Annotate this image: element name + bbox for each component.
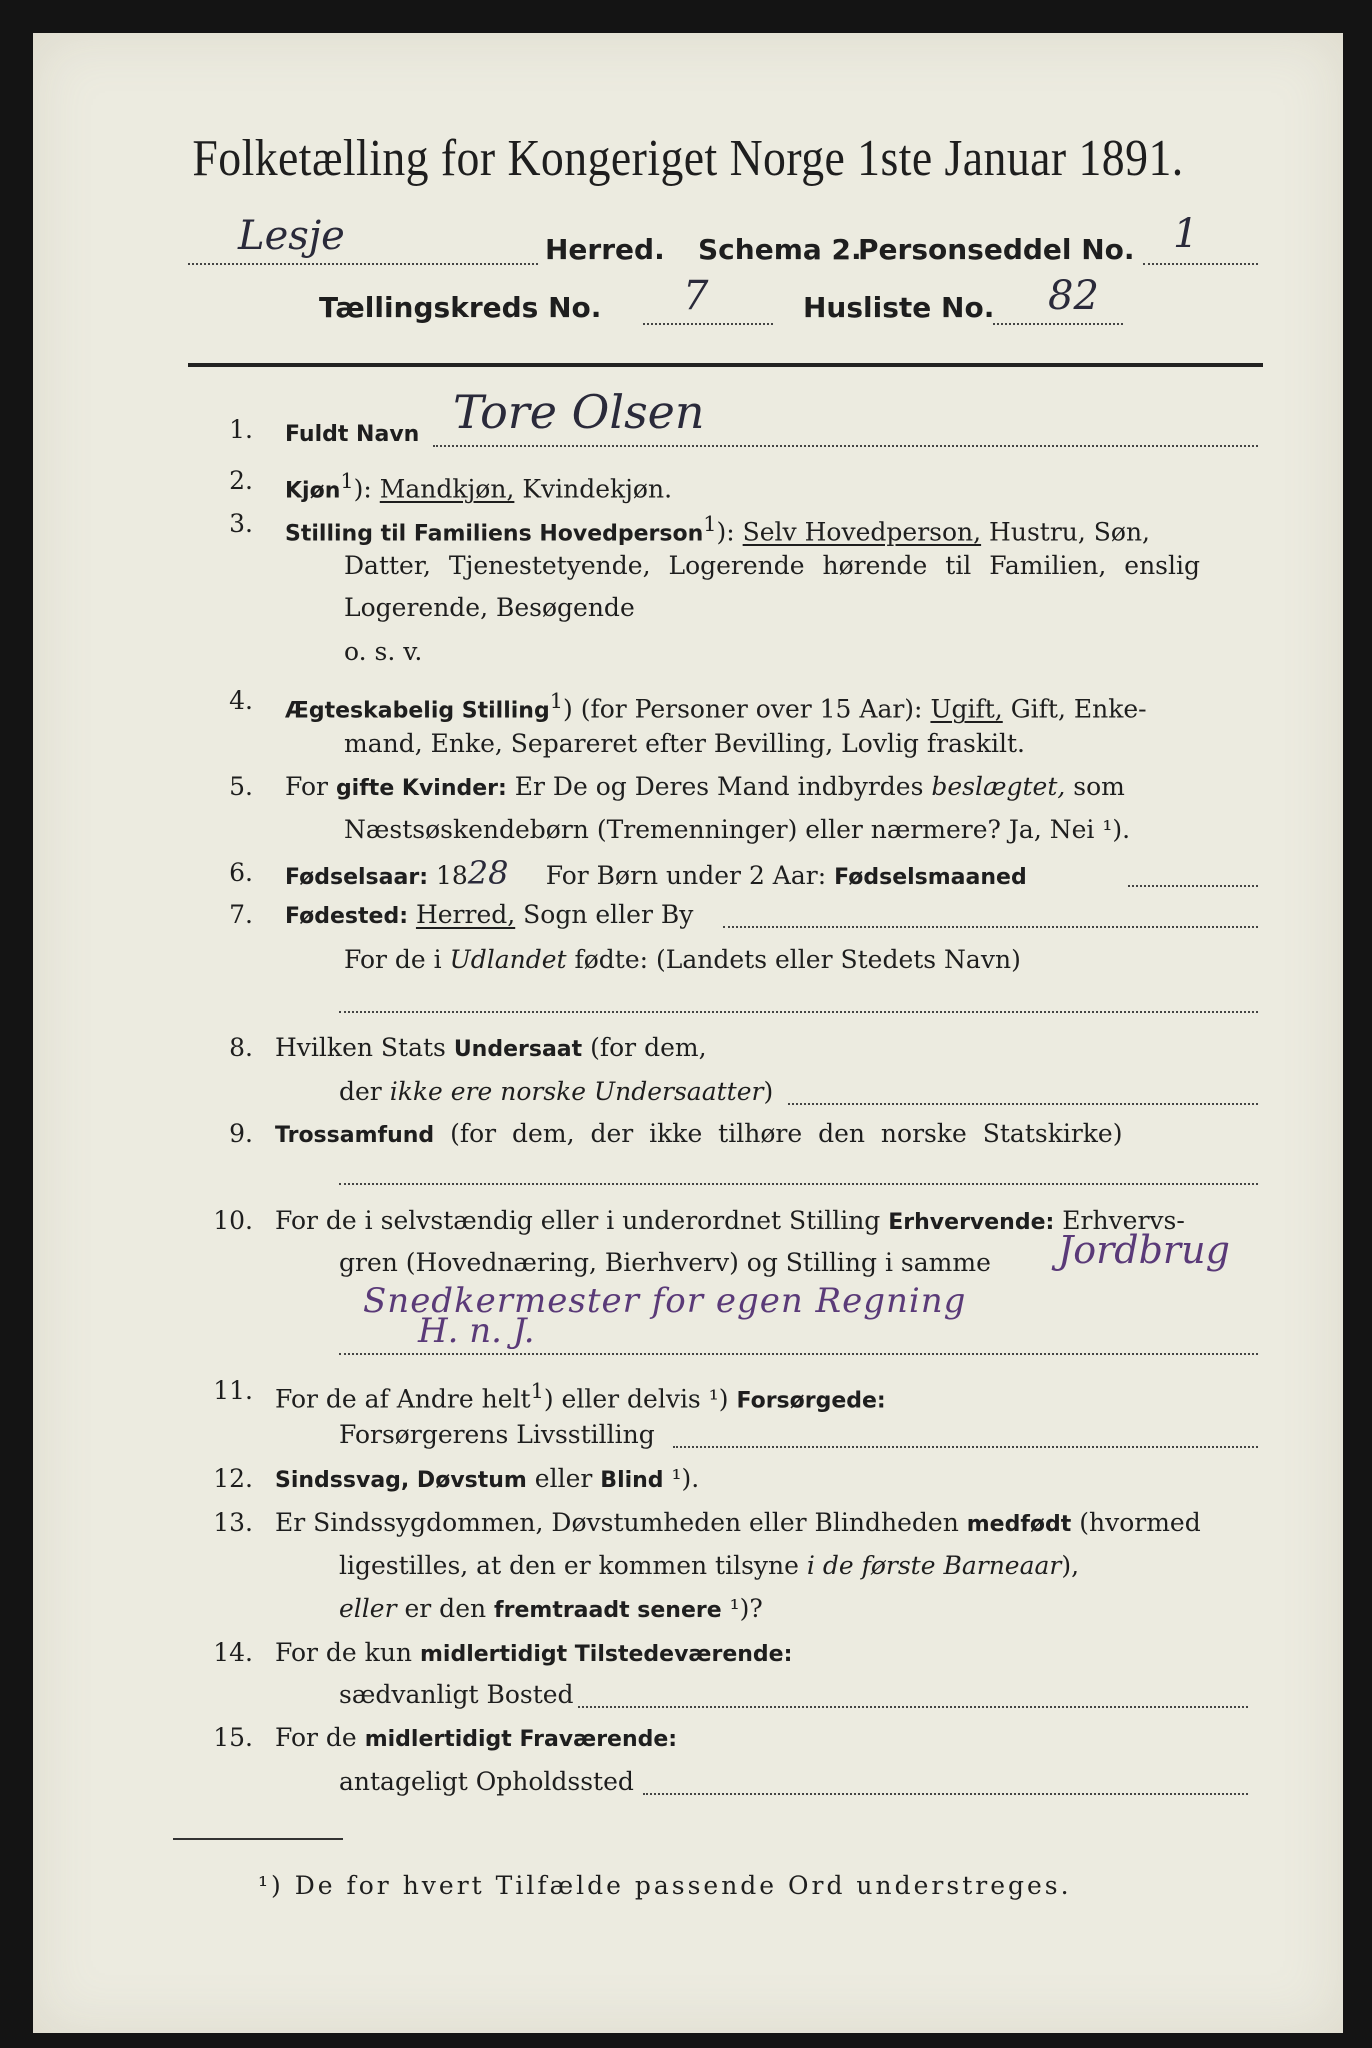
q11-line2: Forsørgerens Livsstilling xyxy=(339,1420,655,1449)
q15-row xyxy=(275,1723,677,1755)
q3-text: ): xyxy=(716,517,743,547)
q11-text-mid: ) eller delvis ¹) xyxy=(543,1384,737,1414)
q13-number: 13. xyxy=(213,1508,253,1537)
q5-label: gifte Kvinder: xyxy=(335,776,507,801)
q13-line3 xyxy=(339,1594,763,1626)
q14-line2: sædvanligt Bosted xyxy=(339,1680,574,1709)
q1-label: Fuldt Navn xyxy=(285,422,420,447)
q5-number: 5. xyxy=(229,772,253,801)
q1-answer: Tore Olsen xyxy=(453,385,705,439)
q9-dotted-line xyxy=(339,1183,1258,1185)
q8-row xyxy=(275,1033,707,1065)
q13-line2 xyxy=(339,1551,1079,1581)
q12-number: 12. xyxy=(213,1464,253,1493)
q7-dotted-line-2 xyxy=(339,1011,1258,1013)
q13-row xyxy=(275,1508,1201,1540)
q6-row xyxy=(285,854,1027,893)
q10-answer-2: Snedkermester for egen Regning xyxy=(363,1281,967,1321)
taellingskreds-dotted-line xyxy=(643,323,773,325)
q7-line2-italic: Udlandet xyxy=(449,945,567,974)
q6-label: Fødselsaar: xyxy=(285,865,428,890)
herred-dotted-line xyxy=(188,263,538,265)
q6-answer-year: 28 xyxy=(467,854,509,892)
q15-label: midlertidigt Fraværende: xyxy=(364,1727,678,1752)
q8-line2-text: der xyxy=(339,1077,390,1106)
q2-text: ): xyxy=(353,474,380,504)
q12-label2: Blind xyxy=(600,1468,664,1493)
q10-answer-3: H. n. J. xyxy=(418,1311,535,1351)
q9-label: Trossamfund xyxy=(275,1123,435,1148)
q3-line4: o. s. v. xyxy=(344,637,423,666)
q2-label: Kjøn xyxy=(285,478,341,504)
husliste-dotted-line xyxy=(993,323,1123,325)
q7-line2-text: For de i xyxy=(344,945,450,974)
q9-row xyxy=(275,1119,1123,1151)
q13-line3-bold: fremtraadt senere xyxy=(494,1598,722,1623)
q3-number: 3. xyxy=(229,509,253,538)
q5-text-end: som xyxy=(1065,772,1125,801)
q2-option-kvindekjon: Kvindekjøn. xyxy=(514,474,673,504)
q7-number: 7. xyxy=(229,900,253,929)
q13-line2-rest: ), xyxy=(1061,1551,1080,1580)
q7-option-selected: Herred, xyxy=(415,900,516,929)
q11-row xyxy=(275,1376,886,1416)
q10-text: For de i selvstændig eller i underordnet Stilling xyxy=(275,1206,889,1235)
q4-text-rest: Gift, Enke- xyxy=(1002,694,1147,724)
q14-label: midlertidigt Tilstedeværende: xyxy=(419,1642,793,1667)
q8-dotted-line xyxy=(788,1103,1258,1105)
q5-italic: beslægtet, xyxy=(931,772,1066,801)
q3-sup: 1 xyxy=(703,512,717,536)
q4-option-selected: Ugift, xyxy=(930,694,1003,724)
q3-line3: Logerende, Besøgende xyxy=(344,593,635,622)
q5-text: For xyxy=(285,772,336,801)
herred-handwritten: Lesje xyxy=(238,213,345,259)
q11-label: Forsørgede: xyxy=(736,1388,886,1414)
q8-text-rest: (for dem, xyxy=(582,1033,707,1062)
q10-number: 10. xyxy=(213,1206,253,1235)
q12-label: Sindssvag, Døvstum xyxy=(275,1468,527,1493)
q10-dotted-line xyxy=(339,1353,1258,1355)
q10-text-rest: Erhvervs- xyxy=(1054,1206,1185,1235)
q8-number: 8. xyxy=(229,1033,253,1062)
q4-line2: mand, Enke, Separeret efter Bevilling, Lovlig fraskilt. xyxy=(344,729,1025,758)
footnote-separator xyxy=(173,1838,343,1840)
taellingskreds-label: Tællingskreds No. xyxy=(319,291,602,324)
q11-dotted-line xyxy=(673,1446,1258,1448)
q8-line2-italic: ikke ere norske Undersaatter xyxy=(389,1077,764,1106)
q7-label: Fødested: xyxy=(285,904,408,929)
q8-line2-rest: ) xyxy=(763,1077,774,1106)
q14-row xyxy=(275,1638,792,1670)
q7-dotted-line xyxy=(723,926,1258,928)
personseddel-number: 1 xyxy=(1173,211,1199,257)
q15-line2: antageligt Opholdssted xyxy=(339,1767,634,1796)
q7-text-rest: Sogn eller By xyxy=(515,900,694,929)
q11-text: For de af Andre helt xyxy=(275,1384,531,1414)
q14-number: 14. xyxy=(213,1638,253,1667)
q8-line2 xyxy=(339,1077,773,1107)
q9-text-rest: (for dem, der ikke tilhøre den norske Statskirke) xyxy=(434,1119,1123,1148)
q10-row xyxy=(275,1206,1185,1238)
q3-label: Stilling til Familiens Hovedperson xyxy=(285,521,704,547)
q13-line3-text: er den xyxy=(396,1594,495,1623)
q7-line2 xyxy=(344,945,1021,975)
herred-label: Herred. xyxy=(545,233,665,266)
q2-row xyxy=(285,466,672,506)
q6-label2: Fødselsmaaned xyxy=(834,865,1027,890)
q4-number: 4. xyxy=(229,686,253,715)
q8-text: Hvilken Stats xyxy=(275,1033,454,1062)
personseddel-dotted-line xyxy=(1143,263,1258,265)
q2-option-mandkjon: Mandkjøn, xyxy=(379,474,515,504)
q15-number: 15. xyxy=(213,1723,253,1752)
q1-number: 1. xyxy=(229,415,253,444)
footnote: ¹) De for hvert Tilfælde passende Ord understreges. xyxy=(258,1871,1072,1900)
q10-line2: gren (Hovednæring, Bierhverv) og Stilling i samme xyxy=(339,1248,991,1277)
personseddel-label: Personseddel No. xyxy=(858,233,1135,266)
q12-text-end: ¹). xyxy=(663,1464,700,1493)
q2-number: 2. xyxy=(229,466,253,495)
q5-line2: Næstsøskendebørn (Tremenninger) eller nærmere? Ja, Nei ¹). xyxy=(344,815,1131,844)
q12-row xyxy=(275,1464,699,1496)
q3-text-rest: Hustru, Søn, xyxy=(981,517,1150,547)
q3-option-selected: Selv Hovedperson, xyxy=(742,517,982,547)
q7-line2-rest: fødte: (Landets eller Stedets Navn) xyxy=(566,945,1021,974)
census-form-page xyxy=(33,33,1343,2033)
q12-text-mid: eller xyxy=(526,1464,601,1493)
q11-number: 11. xyxy=(213,1376,253,1405)
q8-label: Undersaat xyxy=(453,1037,583,1062)
q5-text-mid: Er De og Deres Mand indbyrdes xyxy=(506,772,932,801)
q2-sup: 1 xyxy=(340,469,354,493)
q14-dotted-line xyxy=(578,1706,1248,1708)
q15-dotted-line xyxy=(643,1793,1248,1795)
q15-text: For de xyxy=(275,1723,365,1752)
q14-text: For de kun xyxy=(275,1638,420,1667)
q11-sup: 1 xyxy=(530,1379,544,1403)
husliste-number: 82 xyxy=(1048,273,1099,319)
q13-label: medfødt xyxy=(966,1512,1072,1537)
q3-line2: Datter, Tjenestetyende, Logerende hørende til Familien, enslig xyxy=(344,551,1201,580)
taellingskreds-number: 7 xyxy=(683,273,709,319)
q5-row xyxy=(285,772,1125,804)
q1-dotted-line xyxy=(433,445,1258,447)
form-title: Folketælling for Kongeriget Norge 1ste Januar 1891. xyxy=(192,130,1184,187)
header-rule xyxy=(188,363,1263,367)
q13-line2-italic: i de første Barneaar xyxy=(806,1551,1062,1580)
q4-text: ) (for Personer over 15 Aar): xyxy=(563,694,931,724)
schema-label: Schema 2. xyxy=(698,233,862,266)
q13-line3-italic: eller xyxy=(339,1594,397,1623)
q6-dotted-line xyxy=(1128,885,1258,887)
q10-label: Erhvervende: xyxy=(888,1210,1055,1235)
q6-text: 18 xyxy=(428,861,468,890)
q10-answer-1: Jordbrug xyxy=(1058,1228,1230,1272)
q13-text: Er Sindssygdommen, Døvstumheden eller Blindheden xyxy=(275,1508,967,1537)
q9-number: 9. xyxy=(229,1119,253,1148)
q6-text-mid: For Børn under 2 Aar: xyxy=(537,861,835,890)
q4-sup: 1 xyxy=(549,689,563,713)
q7-row xyxy=(285,900,693,932)
q3-row xyxy=(285,509,1150,549)
q6-number: 6. xyxy=(229,858,253,887)
q13-line3-end: ¹)? xyxy=(721,1594,763,1623)
q1-row xyxy=(285,418,419,450)
q4-label: Ægteskabelig Stilling xyxy=(285,698,550,724)
q4-row xyxy=(285,686,1147,726)
husliste-label: Husliste No. xyxy=(803,291,995,324)
q13-line2-text: ligestilles, at den er kommen tilsyne xyxy=(339,1551,807,1580)
q13-text-rest: (hvormed xyxy=(1071,1508,1201,1537)
